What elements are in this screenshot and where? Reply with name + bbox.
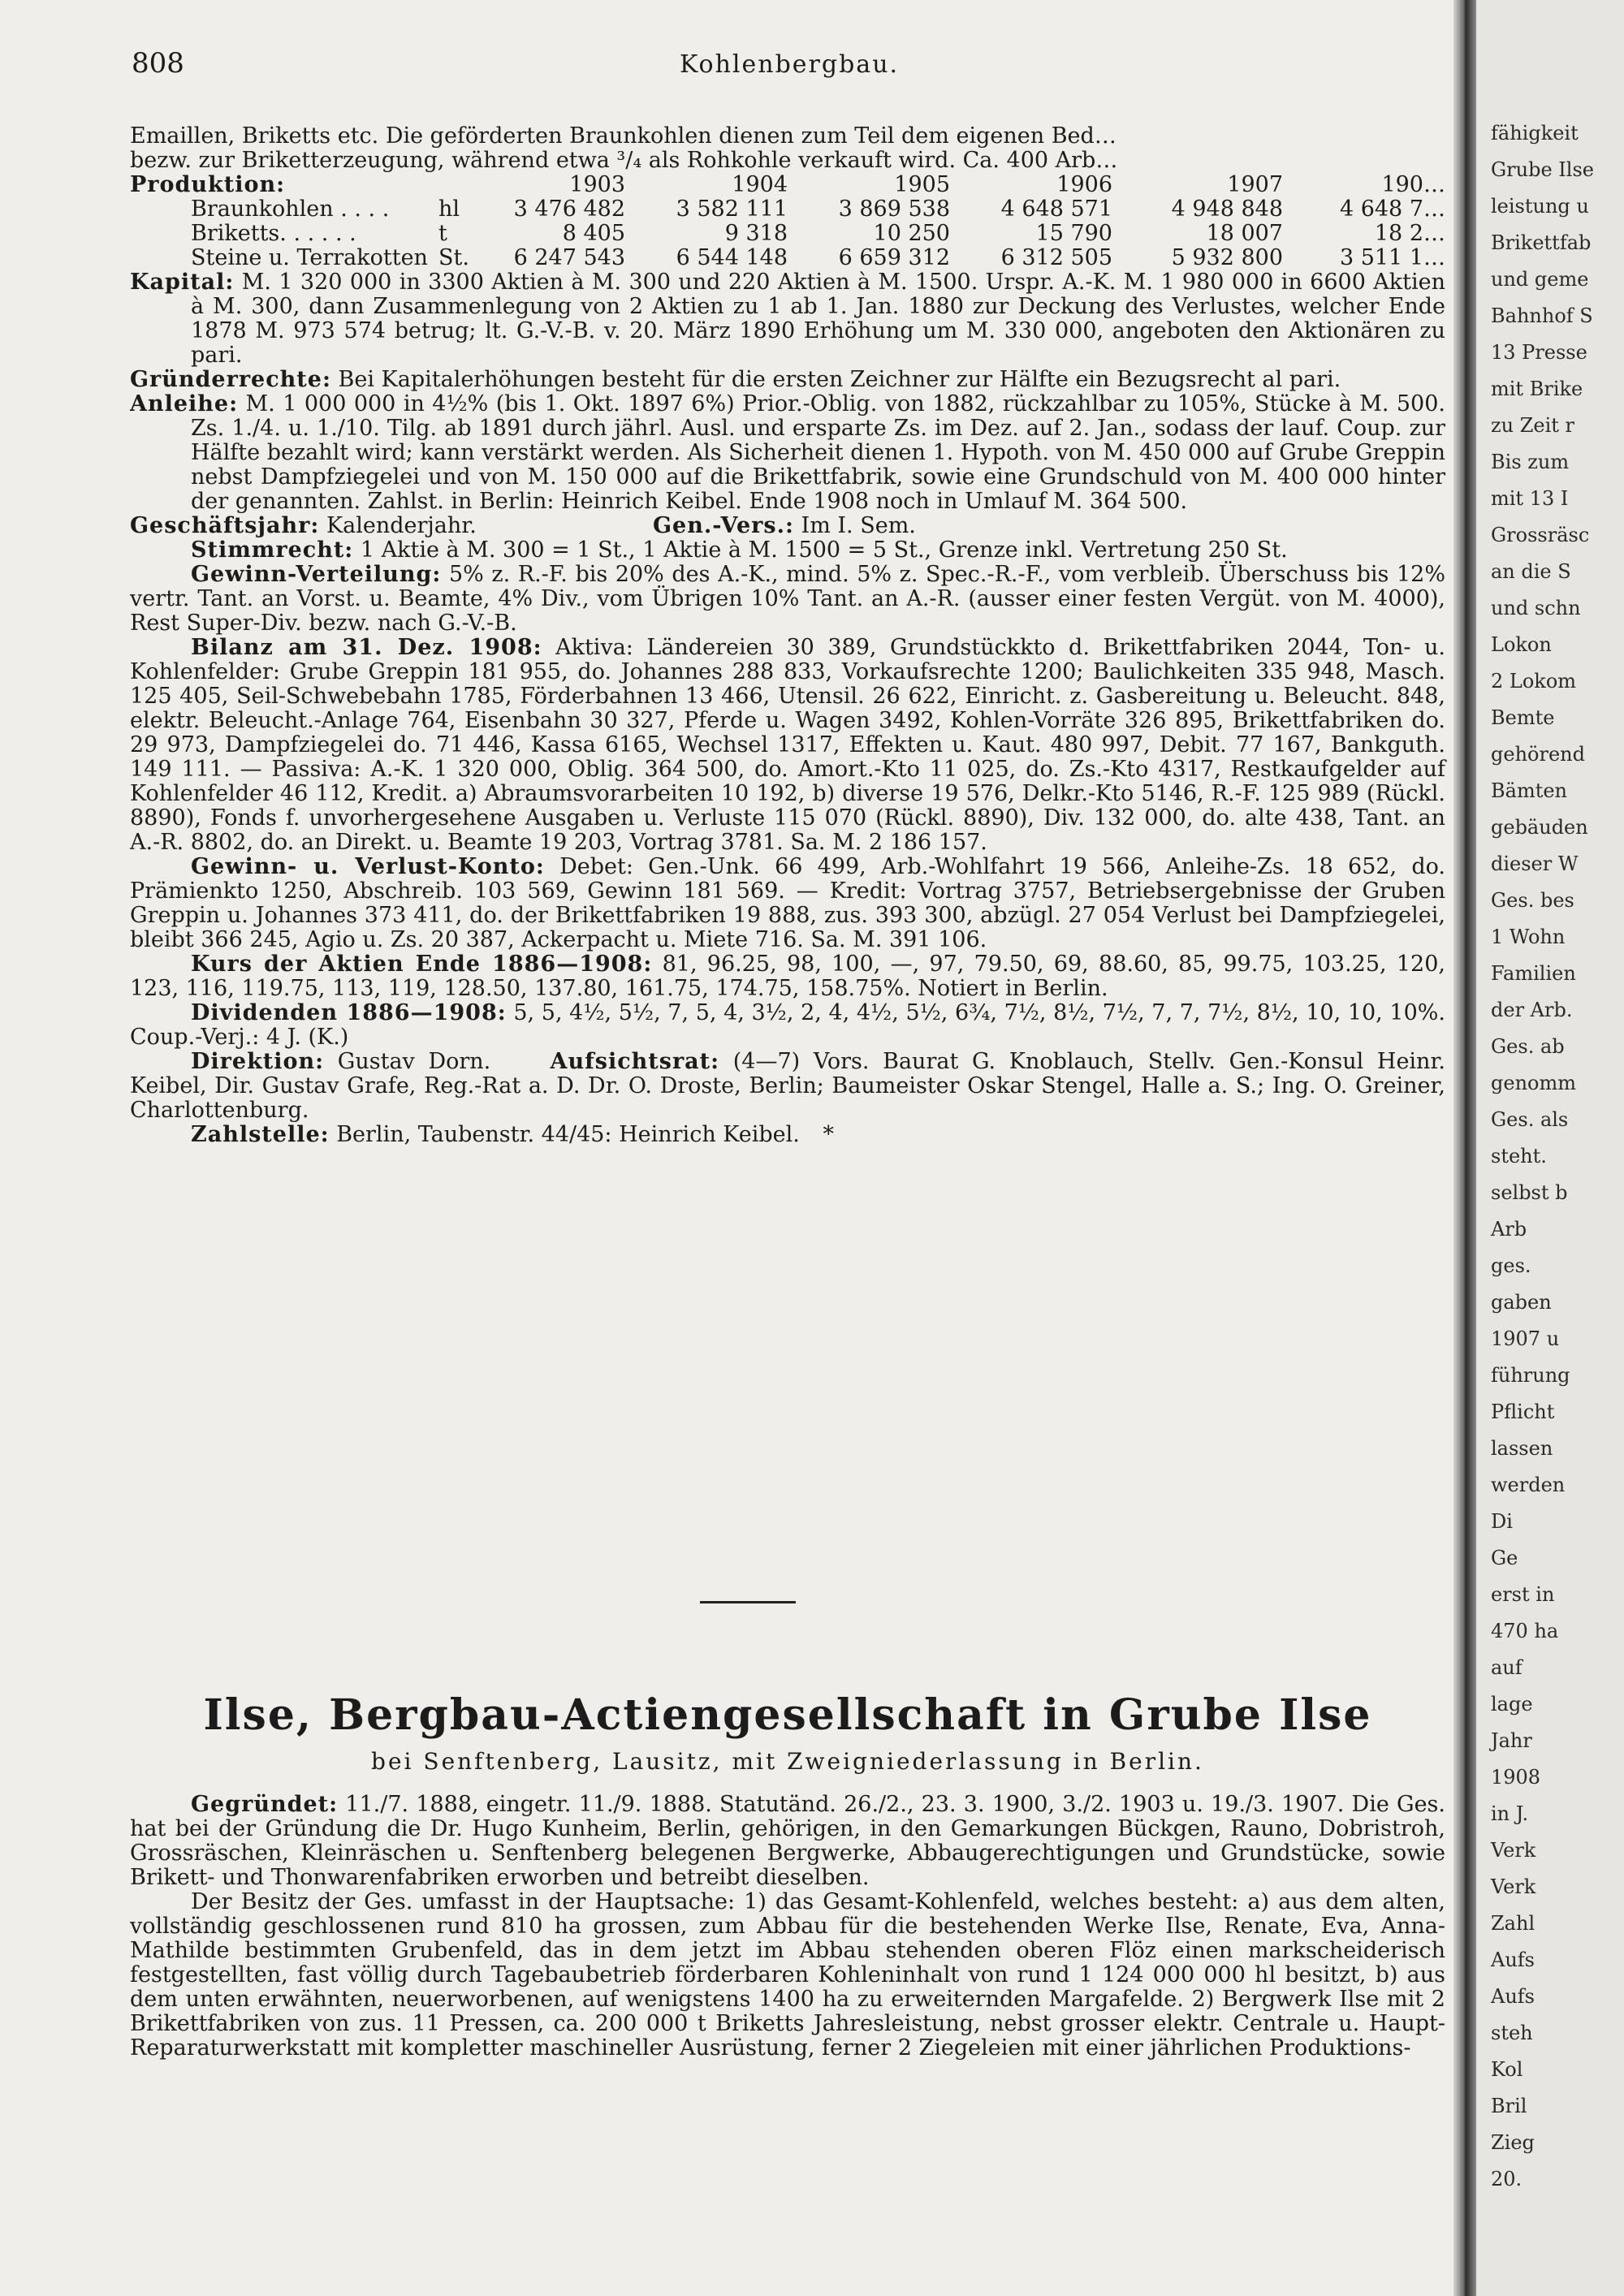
kapital-label: Kapital: [130,270,235,295]
adjacent-page-fragment: selbst b [1491,1181,1568,1204]
year-1903: 1903 [569,172,625,197]
adjacent-page-fragment: Arb [1491,1218,1527,1241]
production-value: 10 250 [873,221,950,246]
geschaeftsjahr-label: Geschäftsjahr: [130,513,320,538]
production-value: 4 948 848 [1171,196,1283,222]
company-2-subtitle: bei Senftenberg, Lausitz, mit Zweigniederlassung in Berlin. [371,1748,1204,1775]
adjacent-page-fragment: erst in [1491,1583,1555,1606]
adjacent-page-fragment: gaben [1491,1291,1552,1314]
zahlstelle-label: Zahlstelle: [191,1122,330,1147]
bilanz-paragraph [130,636,1445,855]
year-1907: 1907 [1227,172,1283,197]
adjacent-page-fragment: und schn [1491,597,1581,619]
adjacent-page-fragment: Lokon [1491,633,1552,656]
adjacent-page-fragment: Ge [1491,1547,1518,1569]
production-value: 4 648 571 [1000,196,1112,222]
book-gutter [1453,0,1476,2296]
stimmrecht-paragraph [130,538,1445,563]
adjacent-page-fragment: zu Zeit r [1491,414,1575,437]
adjacent-page-fragment: 470 ha [1491,1620,1559,1642]
production-row-unit: t [438,221,447,246]
adjacent-page-fragment: führung [1491,1364,1570,1387]
production-value: 3 582 111 [676,196,788,222]
adjacent-page-fragment: an die S [1491,560,1571,583]
production-value: 5 932 800 [1171,245,1283,270]
production-value: 3 869 538 [838,196,950,222]
gegruendet-paragraph [130,1793,1445,1890]
adjacent-page-fragment: lage [1491,1693,1533,1716]
adjacent-page-fragment: und geme [1491,268,1589,291]
production-label: Produktion: [130,172,286,197]
production-value: 18 2… [1374,221,1445,246]
gewinn-verteilung-paragraph [130,563,1445,636]
anleihe-text: M. 1 000 000 in 4½% (bis 1. Okt. 1897 6%) Prior.-Oblig. von 1882, rückzahlbar zu 105%, Stücke à M. 500. Zs. 1./4. u. 1./10. Tilg. ab 1891 durch jährl. Ausl. und ersparte Zs. im Dez. auf 2. Jan., sodass der lauf. Coup. zur Hälfte bezahlt wird; kann verstärkt werden. Als Sicherheit dienen 1. Hypoth. von M. 450 000 auf Grube Greppin nebst Dampfziegelei und von M. 150 000 auf die Brikettfabrik, sowie eine Grundschuld von M. 400 000 hinter der genannten. Zahlst. in Berlin: Heinrich Keibel. Ende 1908 noch in Umlauf M. 364 500. [191,391,1446,514]
geschaeftsjahr-line [130,514,1445,538]
production-value: 6 659 312 [838,245,950,270]
adjacent-page-fragment: genomm [1491,1072,1576,1094]
production-value: 6 247 543 [513,245,625,270]
production-value: 3 476 482 [513,196,625,222]
adjacent-page-fragment: Grossräsc [1491,524,1590,546]
production-row-unit: hl [438,196,460,222]
adjacent-page-fragment: Pflicht [1491,1400,1555,1423]
adjacent-page-fragment: Ges. ab [1491,1035,1565,1058]
adjacent-page-fragment: Ges. als [1491,1108,1569,1131]
adjacent-page-fragment: werden [1491,1474,1566,1496]
stimmrecht-text: 1 Aktie à M. 300 = 1 St., 1 Aktie à M. 1500 = 5 St., Grenze inkl. Vertretung 250 St. [360,537,1288,563]
page-header [132,47,1447,80]
adjacent-page-fragment: gehörend [1491,743,1585,766]
production-row-braunkohlen [130,197,1445,222]
adjacent-page-fragment: 13 Presse [1491,341,1587,364]
gen-vers-text: Im I. Sem. [801,513,916,538]
production-value: 4 648 7… [1339,196,1445,222]
production-row-name: Steine u. Terrakotten [191,245,428,270]
bilanz-label: Bilanz am 31. Dez. 1908: [191,635,542,660]
production-row-name: Braunkohlen . . . . [191,196,390,222]
company-2-entry [130,1793,1445,2061]
adjacent-page-fragment: Kol [1491,2058,1523,2081]
gruenderrechte-label: Gründerrechte: [130,367,331,392]
direktion-text: Gustav Dorn. [337,1049,491,1074]
year-1908: 190… [1381,172,1445,197]
gewinn-verlust-paragraph [130,855,1445,952]
direktion-label: Direktion: [191,1049,325,1074]
year-1904: 1904 [732,172,788,197]
production-value: 18 007 [1206,221,1283,246]
adjacent-page-fragment: 1908 [1491,1766,1541,1789]
bilanz-text: Aktiva: Ländereien 30 389, Grundstückkto d. Brikettfabriken 2044, Ton- u. Kohlenfelder: Grube Greppin 181 955, do. Johannes 288 833, Vorkaufsrechte 1200; Baulichkeiten 335 948, Masch. 125 405, Seil-Schwebebahn 1785, Förderbahnen 13 466, Utensil. 26 622, Einricht. z. Gasbereitung u. Beleucht. 848, elektr. Beleucht.-Anlage 764, Eisenbahn 30 327, Pferde u. Wagen 3492, Kohlen-Vorräte 326 895, Brikettfabriken do. 29 973, Dampfziegelei do. 71 446, Kassa 6165, Wechsel 1317, Effekten u. Kaut. 480 997, Debit. 77 167, Bankguth. 149 111. — Passiva: A.-K. 1 320 000, Oblig. 364 500, do. Amort.-Kto 11 025, do. Zs.-Kto 4317, Restkaufgelder auf Kohlenfelder 46 112, Kredit. a) Abraumsvorarbeiten 10 192, b) diverse 19 576, Delkr.-Kto 5146, R.-F. 125 989 (Rückl. 8890), Fonds f. unvorhergesehene Ausgaben u. Verluste 115 070 (Rückl. 8890), Div. 132 000, do. alte 438, Tant. an A.-R. 8802, do. an Direkt. u. Beamte 19 203, Vortrag 3781. Sa. M. 2 186 157. [130,635,1445,855]
kapital-paragraph [130,270,1445,368]
adjacent-page-fragment: dieser W [1491,852,1579,875]
adjacent-page-fragment: Bahnhof S [1491,304,1593,327]
adjacent-page-fragment: fähigkeit [1491,122,1579,145]
adjacent-page-fragment: Verk [1491,1839,1536,1862]
dividenden-label: Dividenden 1886—1908: [191,1000,507,1025]
zahlstelle-text: Berlin, Taubenstr. 44/45: Heinrich Keibel. [336,1122,800,1147]
production-table [130,173,1445,270]
kapital-text: M. 1 320 000 in 3300 Aktien à M. 300 und 220 Aktien à M. 1500. Urspr. A.-K. M. 1 980 000 in 6600 Aktien à M. 300, dann Zusammenlegung von 2 Aktien zu 1 ab 1. Jan. 1880 zur Deckung des Verlustes, welcher Ende 1878 M. 973 574 betrug; lt. G.-V.-B. v. 20. März 1890 Erhöhung um M. 330 000, angeboten den Aktionären zu pari. [191,270,1446,368]
production-row-briketts [130,222,1445,246]
adjacent-page-fragment: Verk [1491,1875,1536,1898]
adjacent-page-fragment: lassen [1491,1437,1553,1460]
section-divider [700,1601,796,1603]
adjacent-page-fragment: Aufs [1491,1949,1535,1971]
kurs-paragraph [130,952,1445,1001]
gewinn-verteilung-label: Gewinn-Verteilung: [191,562,442,587]
adjacent-page-fragment: Bril [1491,2095,1527,2117]
year-1906: 1906 [1056,172,1112,197]
adjacent-page-fragment: Bemte [1491,706,1555,729]
production-header-row [130,173,1445,197]
adjacent-page-fragment: mit Brike [1491,378,1583,400]
adjacent-page-fragment: 2 Lokom [1491,670,1577,693]
running-title: Kohlenbergbau. [679,50,900,79]
adjacent-page-fragment: leistung u [1491,195,1589,218]
year-1905: 1905 [894,172,950,197]
direktion-paragraph [130,1050,1445,1123]
production-row-name: Briketts. . . . . . [191,221,356,246]
zahlstelle-paragraph [130,1123,1445,1147]
production-value: 3 511 1… [1339,245,1445,270]
adjacent-page-fragment: Zahl [1491,1912,1535,1935]
stimmrecht-label: Stimmrecht: [191,537,354,563]
dividenden-text: 5, 5, 4½, 5½, 7, 5, 4, 3½, 2, 4, 4½, 5½, 6¾, 7½, 8½, 7½, 7, 7, 7½, 8½, 10, 10, 10%. Coup.-Verj.: 4 J. (K.) [130,1000,1445,1050]
gen-vers-label: Gen.-Vers.: [652,513,794,538]
company-1-entry [130,124,1445,1147]
adjacent-page-fragment: 1907 u [1491,1327,1560,1350]
adjacent-page-fragment: mit 13 I [1491,487,1569,510]
adjacent-page-fragment: Zieg [1491,2131,1535,2154]
geschaeftsjahr-text: Kalenderjahr. [326,513,477,538]
aufsichtsrat-label: Aufsichtsrat: [550,1049,720,1074]
gegruendet-label: Gegründet: [191,1792,339,1817]
adjacent-page-fragment: Grube Ilse [1491,158,1594,181]
adjacent-page-fragment: Ges. bes [1491,889,1574,912]
adjacent-page-fragment: in J. [1491,1802,1529,1825]
adjacent-page-fragment: ges. [1491,1254,1531,1277]
production-row-steine [130,246,1445,270]
company-2-title: Ilse, Bergbau-Actiengesellschaft in Grube Ilse [203,1690,1372,1740]
adjacent-page-fragment: Bis zum [1491,451,1570,473]
asterisk-mark: * [823,1122,834,1147]
dividenden-paragraph [130,1001,1445,1050]
anleihe-label: Anleihe: [130,391,239,416]
production-value: 15 790 [1035,221,1112,246]
production-row-unit: St. [438,245,469,270]
production-value: 6 312 505 [1000,245,1112,270]
intro-line-2: bezw. zur Briketterzeugung, während etwa ³/₄ als Rohkohle verkauft wird. Ca. 400 Arb… [130,148,1118,173]
production-value: 8 405 [562,221,625,246]
adjacent-page-fragment: steht. [1491,1145,1547,1167]
intro-line-1: Emaillen, Briketts etc. Die geförderten Braunkohlen dienen zum Teil dem eigenen Bed… [130,123,1116,149]
kurs-text: 81, 96.25, 98, 100, —, 97, 79.50, 69, 88.60, 85, 99.75, 103.25, 120, 123, 116, 119.75, 113, 119, 128.50, 137.80, 161.75, 174.75, 158.75%. Notiert in Berlin. [130,952,1445,1001]
gegruendet-text: 11./7. 1888, eingetr. 11./9. 1888. Statutänd. 26./2., 23. 3. 1900, 3./2. 1903 u. 19./3. 1907. Die Ges. hat bei der Gründung die Dr. Hugo Kunheim, Berlin, gehörigen, in den Gemarkungen Bückgen, Rauno, Dobristroh, Grossräschen, Kleinräschen u. Senftenberg belegenen Bergwerke, Abbaugerechtigungen und Grundstücke, sowie Brikett- und Thonwarenfabriken erworben und betreibt dieselben. [130,1792,1445,1890]
anleihe-paragraph [130,392,1445,514]
adjacent-page-fragment: Bämten [1491,779,1568,802]
adjacent-page-edge [1476,0,1624,2296]
adjacent-page-fragment: der Arb. [1491,999,1573,1021]
adjacent-page-fragment: Di [1491,1510,1513,1533]
adjacent-page-fragment: auf [1491,1656,1522,1679]
production-value: 6 544 148 [676,245,788,270]
adjacent-page-fragment: 1 Wohn [1491,926,1566,948]
adjacent-page-fragment: Familien [1491,962,1576,985]
gewinn-verlust-label: Gewinn- u. Verlust-Konto: [191,854,545,879]
adjacent-page-fragment: 20. [1491,2168,1522,2190]
kurs-label: Kurs der Aktien Ende 1886—1908: [191,952,653,977]
adjacent-page-fragment: gebäuden [1491,816,1588,839]
adjacent-page-fragment: Aufs [1491,1985,1535,2008]
gruenderrechte-paragraph [130,368,1445,392]
page-number: 808 [132,47,184,80]
gewinn-verlust-text: Debet: Gen.-Unk. 66 499, Arb.-Wohlfahrt 19 566, Anleihe-Zs. 18 652, do. Prämienkto 1250, Abschreib. 103 569, Gewinn 181 569. — Kredit: Vortrag 3757, Betriebsergebnisse der Gruben Greppin u. Johannes 373 411, do. der Brikettfabriken 19 888, zus. 393 300, abzügl. 27 054 Verlust bei Dampfziegelei, bleibt 366 245, Agio u. Zs. 20 387, Ackerpacht u. Miete 716. Sa. M. 391 106. [130,854,1445,952]
aufsichtsrat-text: (4—7) Vors. Baurat G. Knoblauch, Stellv. Gen.-Konsul Heinr. Keibel, Dir. Gustav Grafe, Reg.-Rat a. D. Dr. O. Droste, Berlin; Baumeister Oskar Stengel, Halle a. S.; Ing. O. Greiner, Charlottenburg. [130,1049,1445,1123]
adjacent-page-fragment: steh [1491,2022,1533,2044]
besitz-paragraph: Der Besitz der Ges. umfasst in der Hauptsache: 1) das Gesamt-Kohlenfeld, welches besteht: a) aus dem alten, vollständig geschlossenen rund 810 ha grossen, zum Abbau für die bestehenden Werke Ilse, Renate, Eva, Anna-Mathilde bestimmten Grubenfeld, das in dem jetzt im Abbau stehenden oberen Flöz einen markscheiderisch festgestellten, fast völlig durch Tagebaubetrieb förderbaren Kohleninhalt von rund 1 124 000 000 hl besitzt, b) aus dem unten erwähnten, neuerworbenen, auf wenigstens 1400 ha zu erweiternden Margafelde. 2) Bergwerk Ilse mit 2 Brikettfabriken von zus. 11 Pressen, ca. 200 000 t Briketts Jahresleistung, nebst grosser elektr. Centrale u. Haupt-Reparaturwerkstatt mit kompletter maschineller Ausrüstung, ferner 2 Ziegeleien mit einer jährlichen Produktions- [130,1889,1445,2061]
adjacent-page-fragment: Jahr [1491,1729,1532,1752]
gewinn-verteilung-text: 5% z. R.-F. bis 20% des A.-K., mind. 5% z. Spec.-R.-F., vom verbleib. Überschuss bis 12% vertr. Tant. an Vorst. u. Beamte, 4% Div., vom Übrigen 10% Tant. an A.-R. (ausser einer festen Vergüt. von M. 4000), Rest Super-Div. bezw. nach G.-V.-B. [130,562,1445,636]
adjacent-page-fragment: Brikettfab [1491,231,1592,254]
gruenderrechte-text: Bei Kapitalerhöhungen besteht für die ersten Zeichner zur Hälfte ein Bezugsrecht al pari. [338,367,1341,392]
production-value: 9 318 [724,221,788,246]
